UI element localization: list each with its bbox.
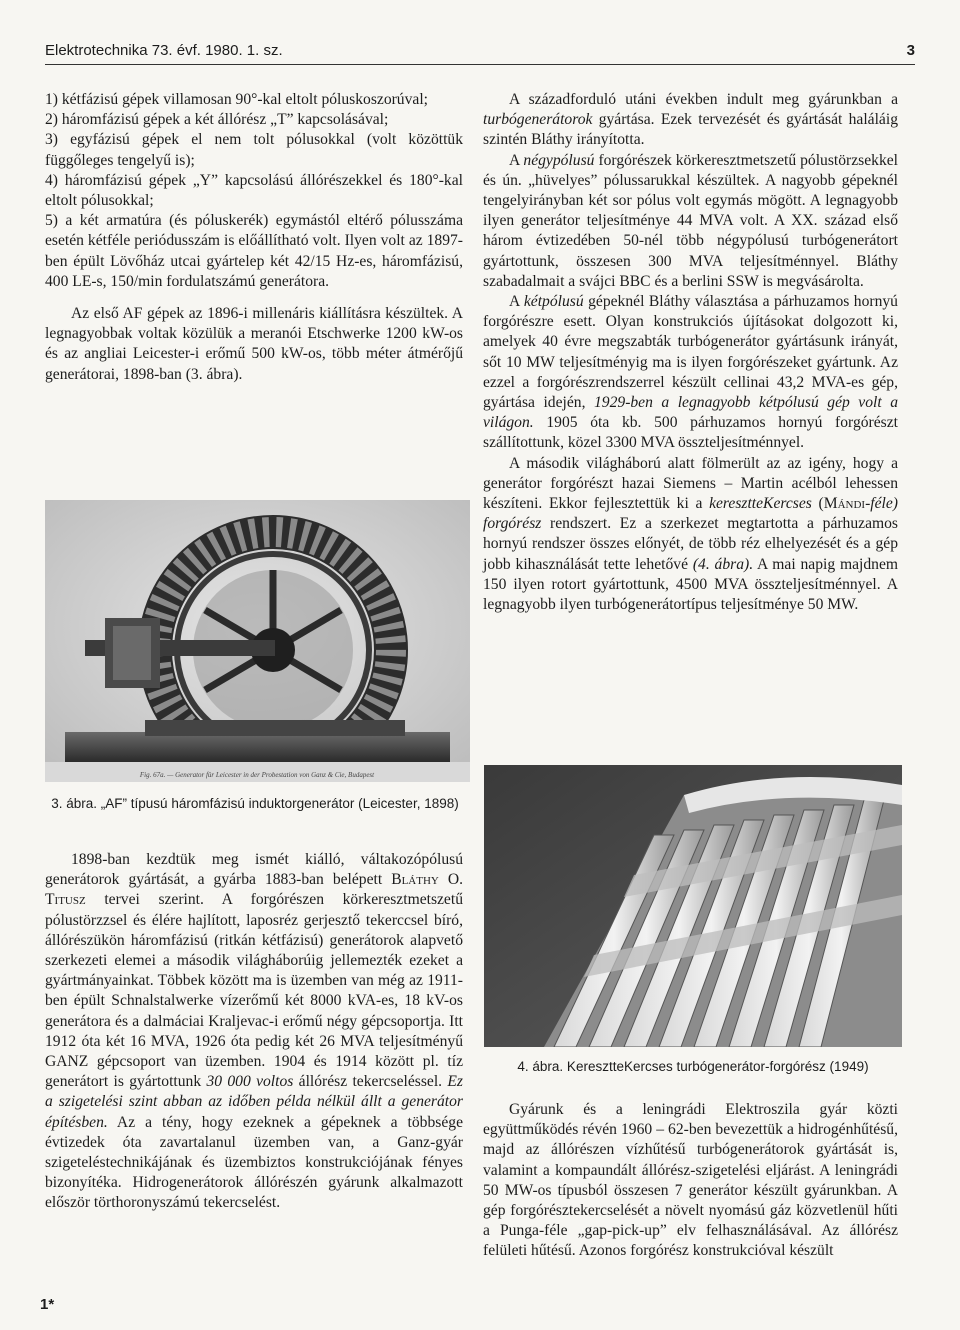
- paragraph: A kétpólusú gépeknél Bláthy választása a párhuzamos hornyú forgórészre esett. Olyan konstrukciós újításokat dolgozott ki, amelyek 40 évre megszabták turbógenerátor gyártásunk irányát, sőt 10 MW teljesítményig ma is ilyen forgórészeket gyártunk. Az ezzel a forgórészrendszerrel készült cellinai 43,2 MVA-es gép, gyártása idején, 1929-ben a legnagyobb kétpólusú gép volt a világon. 1905 óta kb. 500 párhuzamos hornyú forgórészt szállítottunk, közel 3300 MVA összteljesítménnyel.: [483, 293, 899, 452]
- list-item: 1) kétfázisú gépek villamosan 90°-kal eltolt póluskoszorúval;: [45, 91, 428, 108]
- left-column-top: [45, 90, 463, 385]
- rotor-illustration: [484, 765, 902, 1047]
- page-number: 3: [906, 42, 915, 59]
- generator-illustration: [45, 500, 470, 782]
- paragraph: 1898-ban kezdtük meg ismét kiálló, váltakozópólusú generátorok gyártását, a gyárba 1883-ban belépett Bláthy O. Titusz tervei szerint. A forgórészen körkeresztmetszetű pólustörzzsel és élére hajlított, laposréz gerjesztő tekerccsel bíró, állórészükön háromfázisú (ritkán kétfázisú) generátorok alapvető szerkezeti elemei a második világháborúig jellemezték ezeket a gyártmányainkat. Többek között ma is üzemben van még az 1911-ben épült Schnalstalwerke vízerőmű két 8000 kVA-es, 18 kV-os generátora és a dalmáciai Kraljevac-i erőmű négy gépcsoportja. Itt 1912 óta két 16 MVA, 1926 óta pedig két 26 MVA teljesítményű GANZ gépcsoport van üzemben. 1904 és 1914 között pl. tíz generátort is gyártottunk 30 000 voltos állórész tekercseléssel. Ez a szigetelési szint abban az időben példa nélkül állt a generátor építésben. Az a tény, hogy ezeknek a gépeknek a többsége évtizedek óta zavartalanul üzemben van, a Ganz-gyár szigeteléstechnikájának és üzembiztos konstrukciójának fényes bizonyítéka. Hidrogenerátorok állórészén gyárunk alkalmazott először törthoronyszámú tekercselést.: [45, 851, 464, 1212]
- paragraph: A második világháború alatt fölmerült az az igény, hogy a generátor forgórészt hazai Siemens – Martin acélból lehessen készíteni. Ekkor fejlesztettük ki a keresztteKercses (Mándi-féle) forgórész rendszert. Ez a szerkezet megtartotta a párhuzamos hornyú rendszer összes előnyét, de több réz elhelyezését és a gép jobb kihasználását tette lehetővé (4. ábra). A mai napig majdnem 150 ilyen rotort gyártottunk, 4500 MVA összteljesítménnyel. A legnagyobb ilyen turbógenerátortípus teljesítménye 50 MW.: [483, 454, 898, 614]
- person-name-blathy: Bláthy: [391, 871, 439, 889]
- person-name-mandi: Mándi: [823, 495, 866, 513]
- list-item: 5) a két armatúra (és póluskerék) egymástól eltérő pólusszáma esetén kétféle periódusszám is előállítható volt. Ilyen volt az 1897-ben épült Lövőház utcai gyártelep két 42/15 Hz-es, háromfázisú, 400 LE-s, 150/min fordulatszámú generátora.: [45, 212, 463, 290]
- list-item: 2) háromfázisú gépek a két állórész „T” kapcsolásával;: [45, 111, 389, 129]
- list-item: 3) egyfázisú gépek el nem tolt pólusokkal (volt közöttük függőleges tengelyű is);: [45, 131, 463, 169]
- paragraph: A századforduló utáni években indult meg gyárunkban a turbógenerátorok gyártása. Ezek tervezését és gyártását haláláig szintén Bláthy irányította.: [483, 91, 898, 149]
- figure-3-generator-photo: [45, 500, 470, 782]
- figure-4-caption: 4. ábra. KeresztteKercses turbógenerátor-forgórész (1949): [517, 1059, 869, 1074]
- right-column-bottom: [483, 1100, 898, 1262]
- signature-mark: 1*: [40, 1296, 55, 1313]
- list-item: 4) háromfázisú gépek „Y” kapcsolású állórészekkel és 180°-kal eltolt pólusokkal;: [45, 171, 463, 210]
- figure-4-rotor-photo: [484, 765, 902, 1047]
- running-header: [45, 42, 915, 65]
- person-name-titusz: Titusz: [45, 891, 86, 909]
- figure-3-caption: 3. ábra. „AF” típusú háromfázisú induktorgenerátor (Leicester, 1898): [51, 796, 459, 811]
- journal-title: Elektrotechnika 73. évf. 1980. 1. sz.: [45, 42, 283, 59]
- paragraph: A négypólusú forgórészek körkeresztmetszetű pólustörzsekkel és ún. „hüvelyes” pólussarukkal készültek. A nagyobb gépeknél tengelyirányban két sor pólus volt egymás mögött. A legnagyobb ilyen generátor teljesítménye 44 MVA volt. A XX. század első három évtizedében 50-nél több négypólusú turbógenerátort gyártottunk, összesen 300 MVA teljesítménnyel. Bláthy szabadalmait a svájci BBC és a berlini SSW is megvásárolta.: [483, 151, 898, 290]
- figure-3-inner-caption: Fig. 67a. — Generator für Leicester in der Probestation von Ganz & Cie, Budapest: [139, 771, 375, 779]
- paragraph: Az első AF gépek az 1896-i millenáris kiállításra készültek. A legnagyobbak voltak közülük a meranói Etschwerke 1200 kW-os és az angliai Leicester-i erőmű 500 kW-os, több méter átmérőjű generátorai, 1898-ban (3. ábra).: [45, 305, 463, 383]
- paragraph: Gyárunk és a leningrádi Elektroszila gyár közti együttműködés révén 1960 – 62-ben bevezettük a hidrogénhűtésű, majd az állórészen vízhűtésű turbógenerátorok gyártását is, valamint a kompaundált állórész-szigetelési eljárást. A leningrádi 50 MW-os típusból összesen 7 generátor készült gyárunkban. A gép forgórésztekercselését a növelt nyomású gáz közvetlenül hűti a Punga-féle „gap-pick-up” elv felhasználásával. Az állórész felületi hűtésű. Azonos forgórész konstrukcióval készült: [483, 1101, 898, 1260]
- left-column-bottom: [45, 850, 463, 1214]
- right-column-top: [483, 90, 898, 615]
